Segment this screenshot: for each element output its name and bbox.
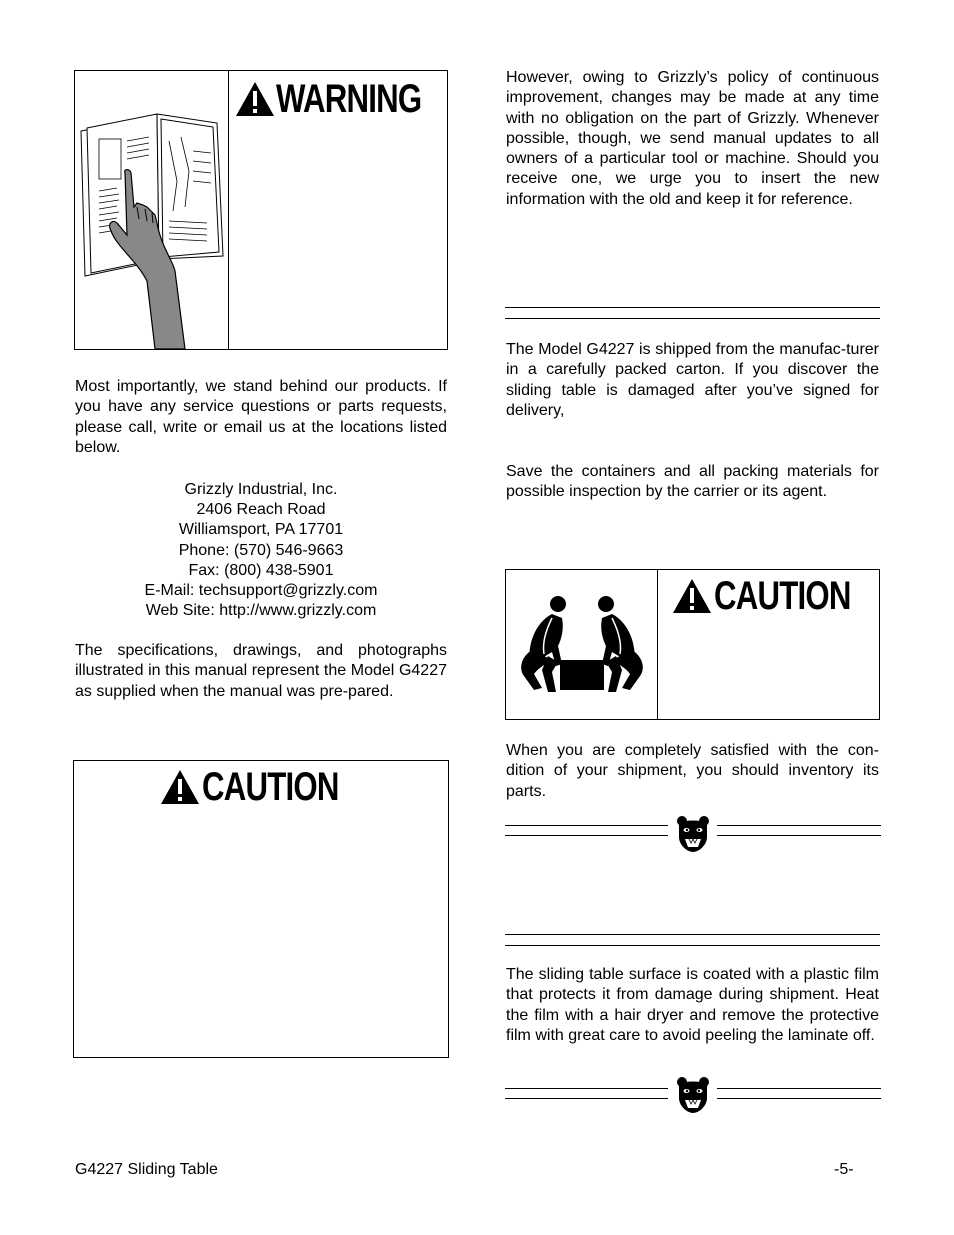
specs-paragraph: The specifications, drawings, and photographs illustrated in this manual represent the Model G4227 as supplied when the manual was pre-pared. <box>75 642 447 700</box>
fax-line: Fax: (800) 438-5901 <box>188 561 334 579</box>
right-caution-title: CAUTION <box>714 573 851 618</box>
warning-signal-word <box>235 76 462 121</box>
address-line: 2406 Reach Road <box>196 501 326 519</box>
section-divider <box>505 318 880 319</box>
left-caution-signal-word <box>160 764 377 809</box>
grizzly-bear-head-icon <box>675 1076 711 1114</box>
grizzly-bear-head-icon <box>675 815 711 853</box>
left-caution-title: CAUTION <box>202 764 339 809</box>
section-divider <box>505 307 880 308</box>
support-paragraph: Most importantly, we stand behind our products. If you have any service questions or parts requests, please call, write or email us at the locations listed below. <box>75 378 447 456</box>
page-number: -5- <box>834 1161 854 1178</box>
caution-triangle-icon <box>160 769 200 805</box>
shipping-paragraph: The Model G4227 is shipped from the manufac-turer in a carefully packed carton. If you discover the sliding table is damaged after you’ve signed for delivery, <box>506 341 879 419</box>
section-divider <box>505 945 880 946</box>
website-line: Web Site: http://www.grizzly.com <box>145 602 377 620</box>
footer-title: G4227 Sliding Table <box>75 1161 218 1178</box>
email-line: E-Mail: techsupport@grizzly.com <box>144 582 378 600</box>
film-paragraph: The sliding table surface is coated with a plastic film that protects it from damage during shipment. Heat the film with a hair dryer and remove the protective film with great care to avoid peeling the laminate off. <box>506 966 879 1044</box>
section-divider <box>505 934 880 935</box>
phone-line: Phone: (570) 546-9663 <box>178 541 344 559</box>
right-caution-box <box>505 569 880 720</box>
address-line: Grizzly Industrial, Inc. <box>184 481 338 498</box>
containers-paragraph: Save the containers and all packing materials for possible inspection by the carrier or its agent. <box>506 463 879 501</box>
warning-triangle-icon <box>235 81 275 117</box>
caution-triangle-icon <box>672 578 712 614</box>
updates-paragraph: However, owing to Grizzly’s policy of continuous improvement, changes may be made at any time with no obligation on the part of Grizzly. Whenever possible, though, we send manual updates to all owners of a particular tool or machine. Should you receive one, we urge you to insert the new information with the old and keep it for reference. <box>506 69 879 208</box>
two-person-lift-icon <box>512 594 652 694</box>
address-line: Williamsport, PA 17701 <box>178 521 344 539</box>
warning-box <box>74 70 448 350</box>
warning-title: WARNING <box>276 76 422 121</box>
hand-reading-manual-icon <box>77 111 227 349</box>
bear-separator <box>505 1078 881 1118</box>
bear-separator <box>505 815 881 855</box>
inventory-paragraph: When you are completely satisfied with the con-dition of your shipment, you should inventory its parts. <box>506 742 879 800</box>
address-block <box>75 480 447 621</box>
right-caution-signal-word <box>672 573 889 618</box>
left-caution-box <box>73 760 449 1058</box>
